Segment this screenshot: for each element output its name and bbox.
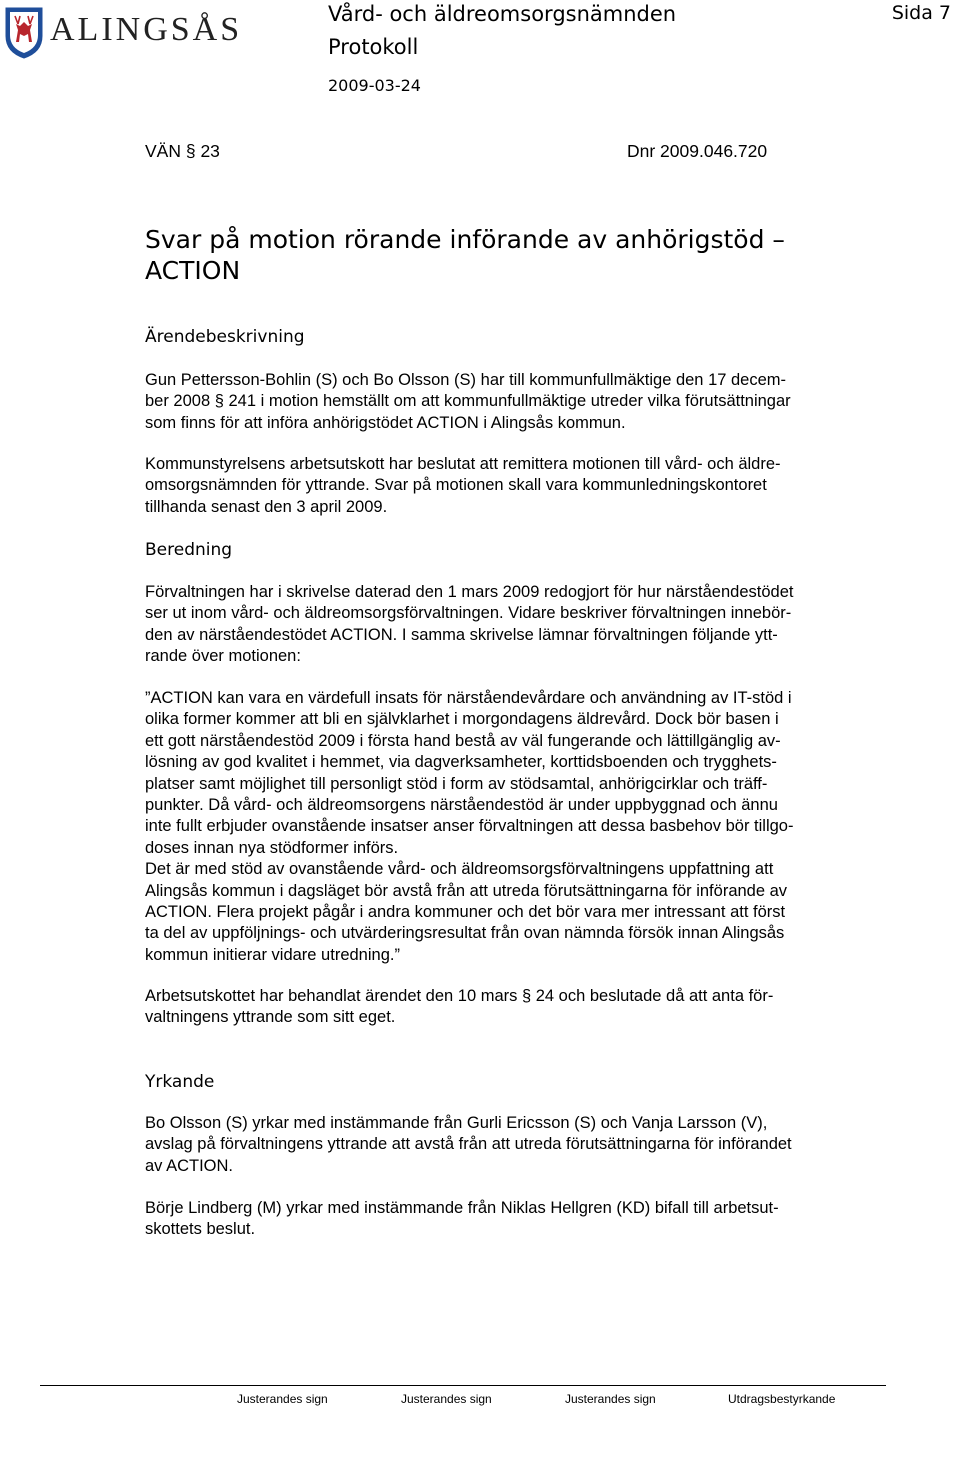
page-number: Sida 7 xyxy=(891,2,951,24)
municipality-logo xyxy=(2,2,257,60)
document-type: Protokoll xyxy=(328,35,419,59)
section-heading-beredning: Beredning xyxy=(145,540,233,560)
text-line: som finns för att införa anhörigstödet ACTION i Alingsås kommun. xyxy=(145,413,626,432)
title-line: Svar på motion rörande införande av anhörigstöd – xyxy=(145,225,785,254)
text-line: Gun Pettersson-Bohlin (S) och Bo Olsson (S) har till kommunfullmäktige den 17 decem- xyxy=(145,371,787,389)
quoted-statement xyxy=(145,688,885,966)
section-heading-arende: Ärendebeskrivning xyxy=(145,327,305,347)
case-id: VÄN § 23 xyxy=(145,141,220,161)
footer-sign-2: Justerandes sign xyxy=(401,1392,492,1406)
text-line: omsorgsnämnden för yttrande. Svar på motionen skall vara kommunledningskontoret xyxy=(145,476,767,495)
text-line: ser ut inom vård- och äldreomsorgsförvaltningen. Vidare beskriver förvaltningen innebör- xyxy=(145,604,792,623)
text-line: av ACTION. xyxy=(145,1156,234,1175)
text-line: rande över motionen: xyxy=(145,647,301,666)
footer-sign-3: Justerandes sign xyxy=(565,1392,656,1406)
text-line: Arbetsutskottet har behandlat ärendet den 10 mars § 24 och beslutade då att anta för- xyxy=(145,987,774,1005)
logo-text: ALINGSÅS xyxy=(50,11,243,48)
text-line: ta del av uppföljnings- och utvärderingsresultat från ovan nämnda försök innan Alingsås xyxy=(145,924,785,943)
document-title xyxy=(145,224,845,286)
text-line: ber 2008 § 241 i motion hemställt om att kommunfullmäktige utreder vilka förutsättningar xyxy=(145,392,791,411)
text-line: Kommunstyrelsens arbetsutskott har beslutat att remittera motionen till vård- och äldre- xyxy=(145,455,781,473)
paragraph-arende-1 xyxy=(145,370,885,434)
text-line: platser samt möjlighet till personligt stöd i form av stödsamtal, anhörigcirklar och träff- xyxy=(145,774,768,793)
text-line: Alingsås kommun i dagsläget bör avstå från att utreda förutsättningarna för införande av xyxy=(145,881,788,900)
paragraph-arende-2 xyxy=(145,454,885,518)
text-line: Det är med stöd av ovanstående vård- och äldreomsorgsförvaltningens uppfattning att xyxy=(145,860,774,879)
text-line: doses innan nya stödformer införs. xyxy=(145,838,399,857)
committee-name: Vård- och äldreomsorgsnämnden xyxy=(328,2,677,26)
text-line: den av närståendestödet ACTION. I samma skrivelse lämnar förvaltningen följande ytt- xyxy=(145,625,778,644)
text-line: lösning av god kvalitet i hemmet, via dagverksamheter, korttidsboenden och trygghets- xyxy=(145,753,777,772)
meeting-date: 2009-03-24 xyxy=(328,76,421,95)
text-line: punkter. Då vård- och äldreomsorgens närståendestöd är under uppbyggnad och ännu xyxy=(145,796,778,815)
text-line: skottets beslut. xyxy=(145,1220,256,1239)
section-heading-yrkande: Yrkande xyxy=(145,1072,215,1092)
case-reference-row xyxy=(145,138,805,164)
paragraph-beredning-2 xyxy=(145,986,885,1029)
text-line: tillhanda senast den 3 april 2009. xyxy=(145,497,388,516)
text-line: olika former kommer att bli en självklarhet i morgondagens äldrevård. Dock bör basen i xyxy=(145,710,779,729)
text-line: ACTION. Flera projekt pågår i andra kommuner och det bör vara mer intressant att först xyxy=(145,903,786,922)
footer-divider xyxy=(40,1385,886,1386)
footer-sign-1: Justerandes sign xyxy=(237,1392,328,1406)
paragraph-beredning-1 xyxy=(145,582,885,668)
diary-number: Dnr 2009.046.720 xyxy=(627,141,768,161)
title-line: ACTION xyxy=(145,256,241,285)
coat-of-arms-icon xyxy=(6,8,42,58)
text-line: Bo Olsson (S) yrkar med instämmande från Gurli Ericsson (S) och Vanja Larsson (V), xyxy=(145,1114,768,1132)
text-line: Förvaltningen har i skrivelse daterad den 1 mars 2009 redogjort för hur närståendestödet xyxy=(145,583,794,601)
text-line: ett gott närståendestöd 2009 i första hand bestå av väl fungerande och lättillgänglig av- xyxy=(145,731,781,750)
text-line: avslag på förvaltningens yttrande att avstå från att utreda förutsättningarna för införandet xyxy=(145,1135,792,1154)
text-line: kommun initierar vidare utredning.” xyxy=(145,945,400,964)
footer-extract: Utdragsbestyrkande xyxy=(728,1392,836,1406)
text-line: ”ACTION kan vara en värdefull insats för närståendevårdare och användning av IT-stöd i xyxy=(145,689,792,707)
paragraph-yrkande-1 xyxy=(145,1113,885,1177)
text-line: inte fullt erbjuder ovanstående insatser anser förvaltningen att dessa basbehov bör tillgo- xyxy=(145,817,794,836)
text-line: valtningens yttrande som sitt eget. xyxy=(145,1008,396,1027)
text-line: Börje Lindberg (M) yrkar med instämmande från Niklas Hellgren (KD) bifall till arbetsut- xyxy=(145,1199,779,1217)
paragraph-yrkande-2 xyxy=(145,1198,885,1241)
